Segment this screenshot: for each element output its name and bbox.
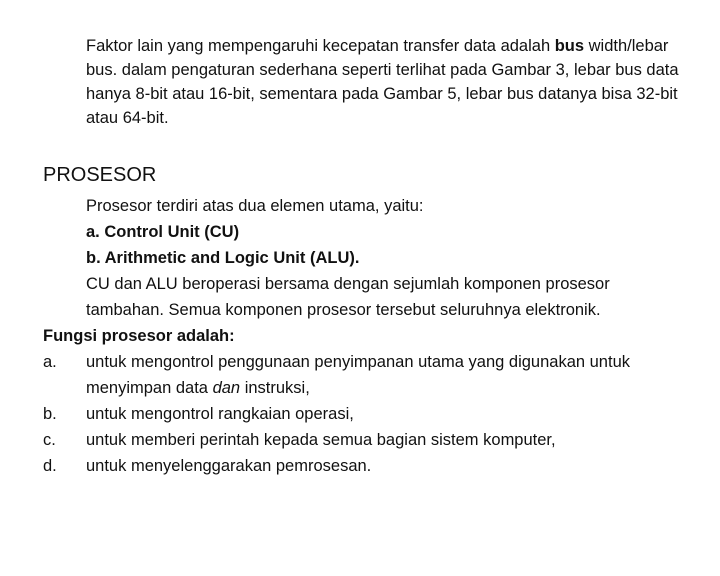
prosesor-element-cu: a. Control Unit (CU) — [86, 223, 240, 241]
fungsi-list-item — [43, 401, 683, 427]
section-heading: PROSESOR — [43, 164, 157, 186]
list-item-text: untuk memberi perintah kepada semua bagian sistem komputer, — [86, 431, 556, 449]
intro-bold-term: bus — [554, 37, 585, 55]
fungsi-list-item — [43, 349, 683, 401]
list-item-text-start: untuk mengontrol penggunaan penyimpanan utama yang digunakan untuk menyimpan data — [86, 353, 630, 397]
fungsi-title: Fungsi prosesor adalah: — [43, 327, 235, 345]
list-item-text: untuk menyelenggarakan pemrosesan. — [86, 457, 372, 475]
list-marker: a. — [43, 353, 57, 371]
list-item-text-end: instruksi, — [240, 379, 310, 397]
list-item-emphasis: dan — [212, 379, 241, 397]
prosesor-intro-line: Prosesor terdiri atas dua elemen utama, yaitu: — [86, 197, 424, 215]
prosesor-description: CU dan ALU beroperasi bersama dengan sejumlah komponen prosesor tambahan. Semua komponen prosesor tersebut seluruhnya elektronik. — [86, 275, 610, 319]
fungsi-list-item — [43, 427, 683, 453]
prosesor-body — [43, 193, 683, 479]
list-marker: b. — [43, 405, 57, 423]
intro-paragraph — [86, 34, 686, 130]
intro-text-start: Faktor lain yang mempengaruhi kecepatan transfer data adalah — [86, 37, 555, 55]
list-item-text — [86, 349, 683, 401]
list-item-text: untuk mengontrol rangkaian operasi, — [86, 405, 354, 423]
fungsi-list-item — [43, 453, 683, 479]
fungsi-list — [43, 349, 683, 479]
list-marker: d. — [43, 457, 57, 475]
intro-text-end: width/lebar bus. dalam pengaturan sederhana seperti terlihat pada Gambar 3, lebar bus data hanya 8-bit atau 16-bit, sementara pada Gambar 5, lebar bus datanya bisa 32-bit atau 64-bit. — [86, 37, 679, 127]
list-marker: c. — [43, 431, 56, 449]
prosesor-element-alu: b. Arithmetic and Logic Unit (ALU). — [86, 249, 360, 267]
